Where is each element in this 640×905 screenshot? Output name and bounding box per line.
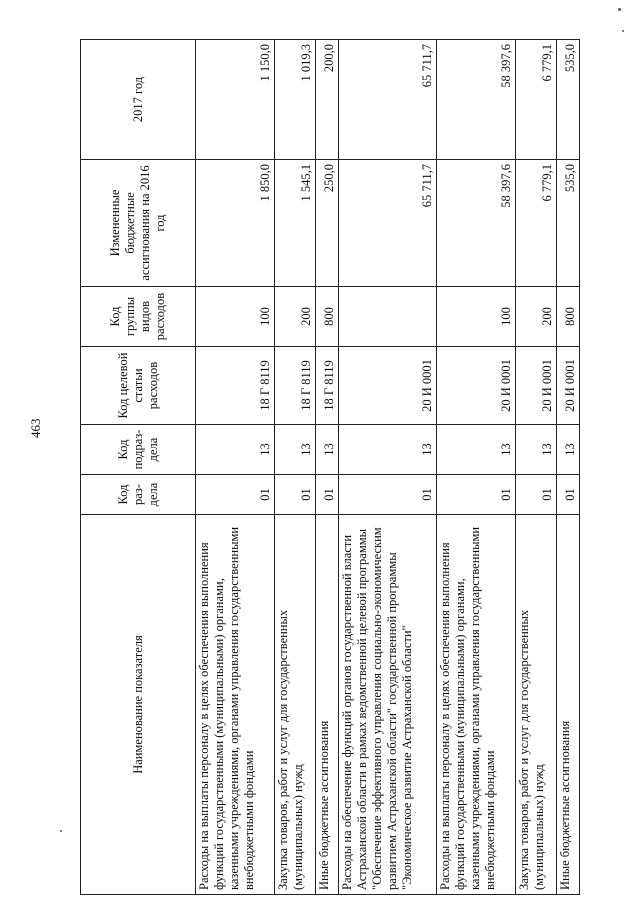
cell-2017: 58 397,6	[436, 40, 515, 160]
cell-csr: 20 И 0001	[339, 347, 437, 425]
cell-csr: 18 Г 8119	[275, 347, 316, 425]
cell-vr: 200	[275, 287, 316, 347]
cell-podrazdel: 13	[557, 425, 580, 475]
cell-csr: 18 Г 8119	[196, 347, 275, 425]
table-row	[515, 40, 556, 895]
table-row	[339, 40, 437, 895]
cell-vr: 100	[436, 287, 515, 347]
cell-csr: 18 Г 8119	[316, 347, 339, 425]
table-row	[436, 40, 515, 895]
cell-csr: 20 И 0001	[436, 347, 515, 425]
cell-2016: 535,0	[557, 160, 580, 287]
cell-2016: 1 545,1	[275, 160, 316, 287]
cell-name: Расходы на выплаты персоналу в целях обеспечения выполнения функций государственными (муниципальными) органами, казенными учреждениями, органами управления государственными внебюджетными фондами	[436, 515, 515, 895]
cell-2017: 1 019,3	[275, 40, 316, 160]
cell-razdel: 01	[275, 475, 316, 515]
cell-vr: 800	[557, 287, 580, 347]
cell-name: Закупка товаров, работ и услуг для государственных (муниципальных) нужд	[275, 515, 316, 895]
cell-name: Иные бюджетные ассигнования	[316, 515, 339, 895]
cell-2017: 535,0	[557, 40, 580, 160]
cell-name: Расходы на выплаты персоналу в целях обеспечения выполнения функций государственными (муниципальными) органами, казенными учреждениями, органами управления государственными внебюджетными фондами	[196, 515, 275, 895]
cell-2017: 65 711,7	[339, 40, 437, 160]
cell-podrazdel: 13	[316, 425, 339, 475]
cell-2016: 250,0	[316, 160, 339, 287]
cell-csr: 20 И 0001	[515, 347, 556, 425]
cell-2017: 1 150,0	[196, 40, 275, 160]
cell-vr: 200	[515, 287, 556, 347]
cell-razdel: 01	[557, 475, 580, 515]
cell-podrazdel: 13	[515, 425, 556, 475]
cell-razdel: 01	[339, 475, 437, 515]
cell-podrazdel: 13	[196, 425, 275, 475]
cell-podrazdel: 13	[275, 425, 316, 475]
cell-2016: 58 397,6	[436, 160, 515, 287]
cell-vr: 800	[316, 287, 339, 347]
header-row	[81, 40, 196, 895]
cell-podrazdel: 13	[339, 425, 437, 475]
cell-2016: 1 850,0	[196, 160, 275, 287]
rotated-table-wrapper	[80, 40, 580, 895]
page-number: 463	[28, 418, 43, 438]
cell-name: Закупка товаров, работ и услуг для государственных (муниципальных) нужд	[515, 515, 556, 895]
cell-2016: 65 711,7	[339, 160, 437, 287]
header-podrazdel: Код подраз-дела	[81, 425, 196, 475]
cell-razdel: 01	[316, 475, 339, 515]
table-row	[196, 40, 275, 895]
cell-podrazdel: 13	[436, 425, 515, 475]
cell-vr: 100	[196, 287, 275, 347]
cell-2017: 200,0	[316, 40, 339, 160]
header-2016: Измененные бюджетные ассигнования на 2016 год	[81, 160, 196, 287]
header-vr: Код группы видов расходов	[81, 287, 196, 347]
cell-csr: 20 И 0001	[557, 347, 580, 425]
budget-table	[80, 39, 580, 895]
cell-2016: 6 779,1	[515, 160, 556, 287]
cell-vr	[339, 287, 437, 347]
cell-razdel: 01	[515, 475, 556, 515]
cell-name: Расходы на обеспечение функций органов государственной власти Астраханской области в рамках ведомственной целевой программы "Обеспечение эффективного управления социально-экономическим развитием Астраханской области" государственной программы "Экономическое развитие Астраханской области"	[339, 515, 437, 895]
header-razdel: Код раз-дела	[81, 475, 196, 515]
cell-name: Иные бюджетные ассигнования	[557, 515, 580, 895]
header-2017: 2017 год	[81, 40, 196, 160]
header-name: Наименование показателя	[81, 515, 196, 895]
table-row	[557, 40, 580, 895]
cell-2017: 6 779,1	[515, 40, 556, 160]
header-csr: Код целевой статьи расходов	[81, 347, 196, 425]
table-row	[275, 40, 316, 895]
cell-razdel: 01	[196, 475, 275, 515]
cell-razdel: 01	[436, 475, 515, 515]
table-row	[316, 40, 339, 895]
